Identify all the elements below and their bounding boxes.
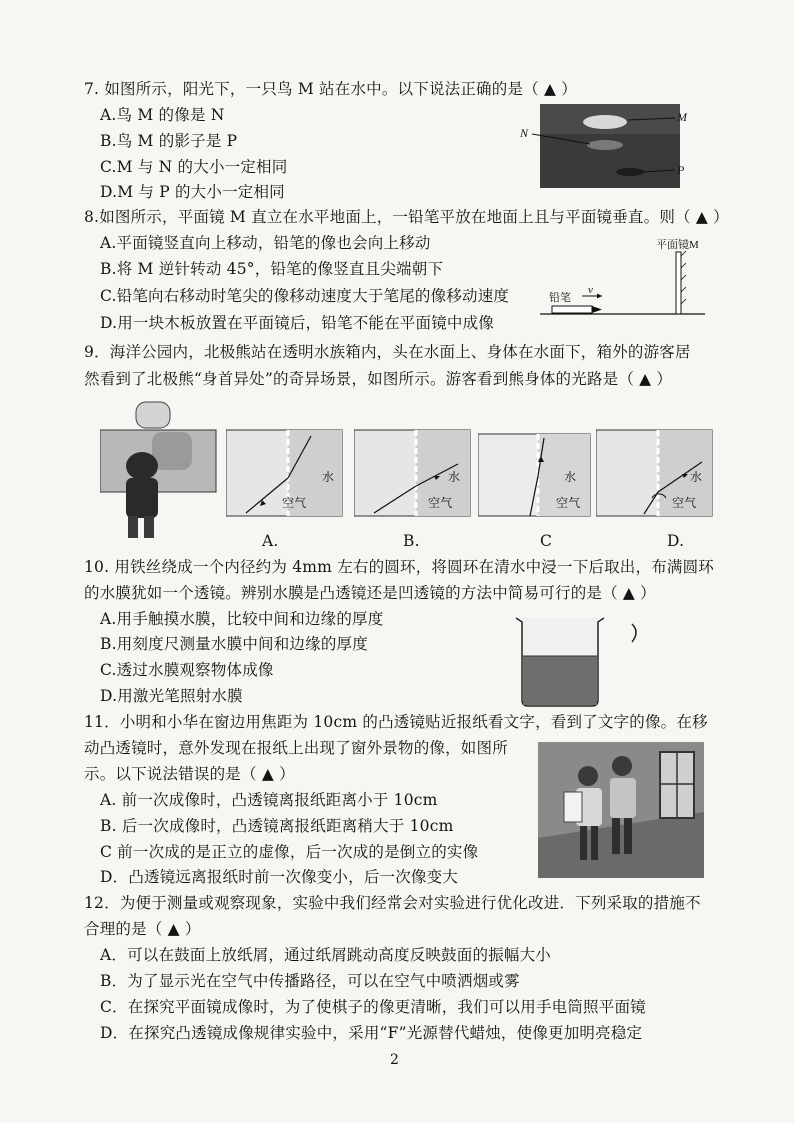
- q12-option-b: B．为了显示光在空气中传播路径，可以在空气中喷洒烟或雾: [100, 972, 520, 990]
- q9-option-b: B.: [403, 532, 420, 550]
- q8-option-d: D.用一块木板放置在平面镜后，铅笔不能在平面镜中成像: [100, 314, 495, 332]
- q7-option-b: B.鸟 M 的影子是 P: [100, 132, 238, 150]
- q12-option-c: C．在探究平面镜成像时，为了使棋子的像更清晰，我们可以用手电筒照平面镜: [100, 998, 646, 1016]
- person-right-body: [610, 778, 636, 818]
- bird-m: [583, 115, 627, 129]
- pencil-tip: [592, 306, 602, 313]
- q7-label-p: P: [677, 163, 685, 177]
- q8-label-pencil: 铅笔: [549, 292, 571, 304]
- q9-b-water: 水: [448, 470, 461, 484]
- q9-c-air: 空气: [556, 496, 581, 510]
- q12-stem-line2: 合理的是（ ▲ ）: [84, 920, 201, 938]
- q9-option-d: D.: [667, 532, 685, 550]
- q10-option-b: B.用刻度尺测量水膜中间和边缘的厚度: [100, 635, 368, 653]
- q10-option-d: D.用激光笔照射水膜: [100, 687, 243, 705]
- q7-option-c: C.M 与 N 的大小一定相同: [100, 158, 288, 176]
- visitor-body: [126, 478, 158, 518]
- person-right-head: [612, 756, 632, 776]
- mirror: [676, 252, 681, 314]
- q8-label-v: v: [588, 284, 593, 296]
- q8-option-a: A.平面镜竖直向上移动，铅笔的像也会向上移动: [100, 234, 431, 252]
- q9-option-c: C: [540, 532, 553, 550]
- q7-label-m: M: [677, 110, 687, 124]
- q12-option-d: D．在探究凸透镜成像规律实验中，采用“F”光源替代蜡烛，使像更加明亮稳定: [100, 1024, 643, 1042]
- q12-stem-line1: 12．为便于测量或观察现象，实验中我们经常会对实验进行优化改进．下列采取的措施不: [84, 894, 701, 912]
- bird-shadow-p: [616, 168, 644, 176]
- q11-window-photo: [538, 742, 706, 880]
- q10-beaker-figure: [512, 614, 652, 708]
- q7-stem: 7. 如图所示，阳光下，一只鸟 M 站在水中。以下说法正确的是（ ▲ ）: [84, 80, 577, 98]
- q10-stem-line1: 10. 用铁丝绕成一个内径约为 4mm 左右的圆环，将圆环在清水中浸一下后取出，布满圆环: [84, 558, 714, 576]
- q8-label-mirror: 平面镜M: [656, 239, 699, 251]
- q8-option-c: C.铅笔向右移动时笔尖的像移动速度大于笔尾的像移动速度: [100, 287, 510, 305]
- person-left-head: [578, 766, 598, 786]
- beaker-water: [523, 656, 597, 705]
- q11-option-d: D．凸透镜远离报纸时前一次像变小，后一次像变大: [100, 868, 459, 886]
- q9-d-air: 空气: [672, 496, 697, 510]
- q9-option-a: A.: [262, 532, 279, 550]
- q7-option-a: A.鸟 M 的像是 N: [100, 106, 225, 124]
- q9-stem-line2: 然看到了北极熊“身首异处”的奇异场景，如图所示。游客看到熊身体的光路是（ ▲ ）: [84, 370, 673, 388]
- q11-stem-line1: 11．小明和小华在窗边用焦距为 10cm 的凸透镜贴近报纸看文字，看到了文字的像。在移: [84, 713, 708, 731]
- q7-label-n: N: [520, 126, 529, 140]
- q10-option-c: C.透过水膜观察物体成像: [100, 661, 274, 679]
- q11-option-c: C 前一次成的是正立的虚像，后一次成的是倒立的实像: [100, 843, 479, 861]
- q9-c-water: 水: [564, 470, 577, 484]
- q8-option-b: B.将 M 逆针转动 45°，铅笔的像竖直且尖端朝下: [100, 260, 444, 278]
- bear-head: [136, 402, 170, 428]
- q9-a-water: 水: [322, 470, 335, 484]
- newspaper: [564, 792, 582, 822]
- q8-stem: 8.如图所示，平面镜 M 直立在水平地面上，一铅笔平放在地面上且与平面镜垂直。则（ ▲ ）: [84, 208, 729, 226]
- q10-stem-line2: 的水膜犹如一个透镜。辨别水膜是凸透镜还是凹透镜的方法中简易可行的是（ ▲ ）: [84, 584, 656, 602]
- bear-body: [152, 432, 192, 470]
- q12-option-a: A．可以在鼓面上放纸屑，通过纸屑跳动高度反映鼓面的振幅大小: [100, 946, 551, 964]
- pencil: [552, 306, 592, 313]
- q9-b-air: 空气: [428, 496, 453, 510]
- q9-a-air: 空气: [282, 496, 307, 510]
- visitor-head: [126, 452, 158, 480]
- parenthesis-mark: [632, 624, 636, 642]
- q10-option-a: A.用手触摸水膜，比较中间和边缘的厚度: [100, 610, 384, 628]
- q11-stem-line2: 动凸透镜时，意外发现在报纸上出现了窗外景物的像，如图所: [84, 739, 508, 757]
- q11-option-a: A. 前一次成像时，凸透镜离报纸距离小于 10cm: [100, 791, 438, 809]
- q11-option-b: B. 后一次成像时，凸透镜离报纸距离稍大于 10cm: [100, 817, 454, 835]
- bird-reflection-n: [587, 140, 623, 150]
- q9-d-water: 水: [690, 470, 703, 484]
- page-number: 2: [390, 1052, 399, 1068]
- q9-stem-line1: 9．海洋公园内，北极熊站在透明水族箱内，头在水面上、身体在水面下，箱外的游客居: [84, 343, 691, 361]
- q7-option-d: D.M 与 P 的大小一定相同: [100, 183, 285, 201]
- q9-bear-photo: [100, 398, 220, 540]
- q11-stem-line3: 示。以下说法错误的是（ ▲ ）: [84, 765, 295, 783]
